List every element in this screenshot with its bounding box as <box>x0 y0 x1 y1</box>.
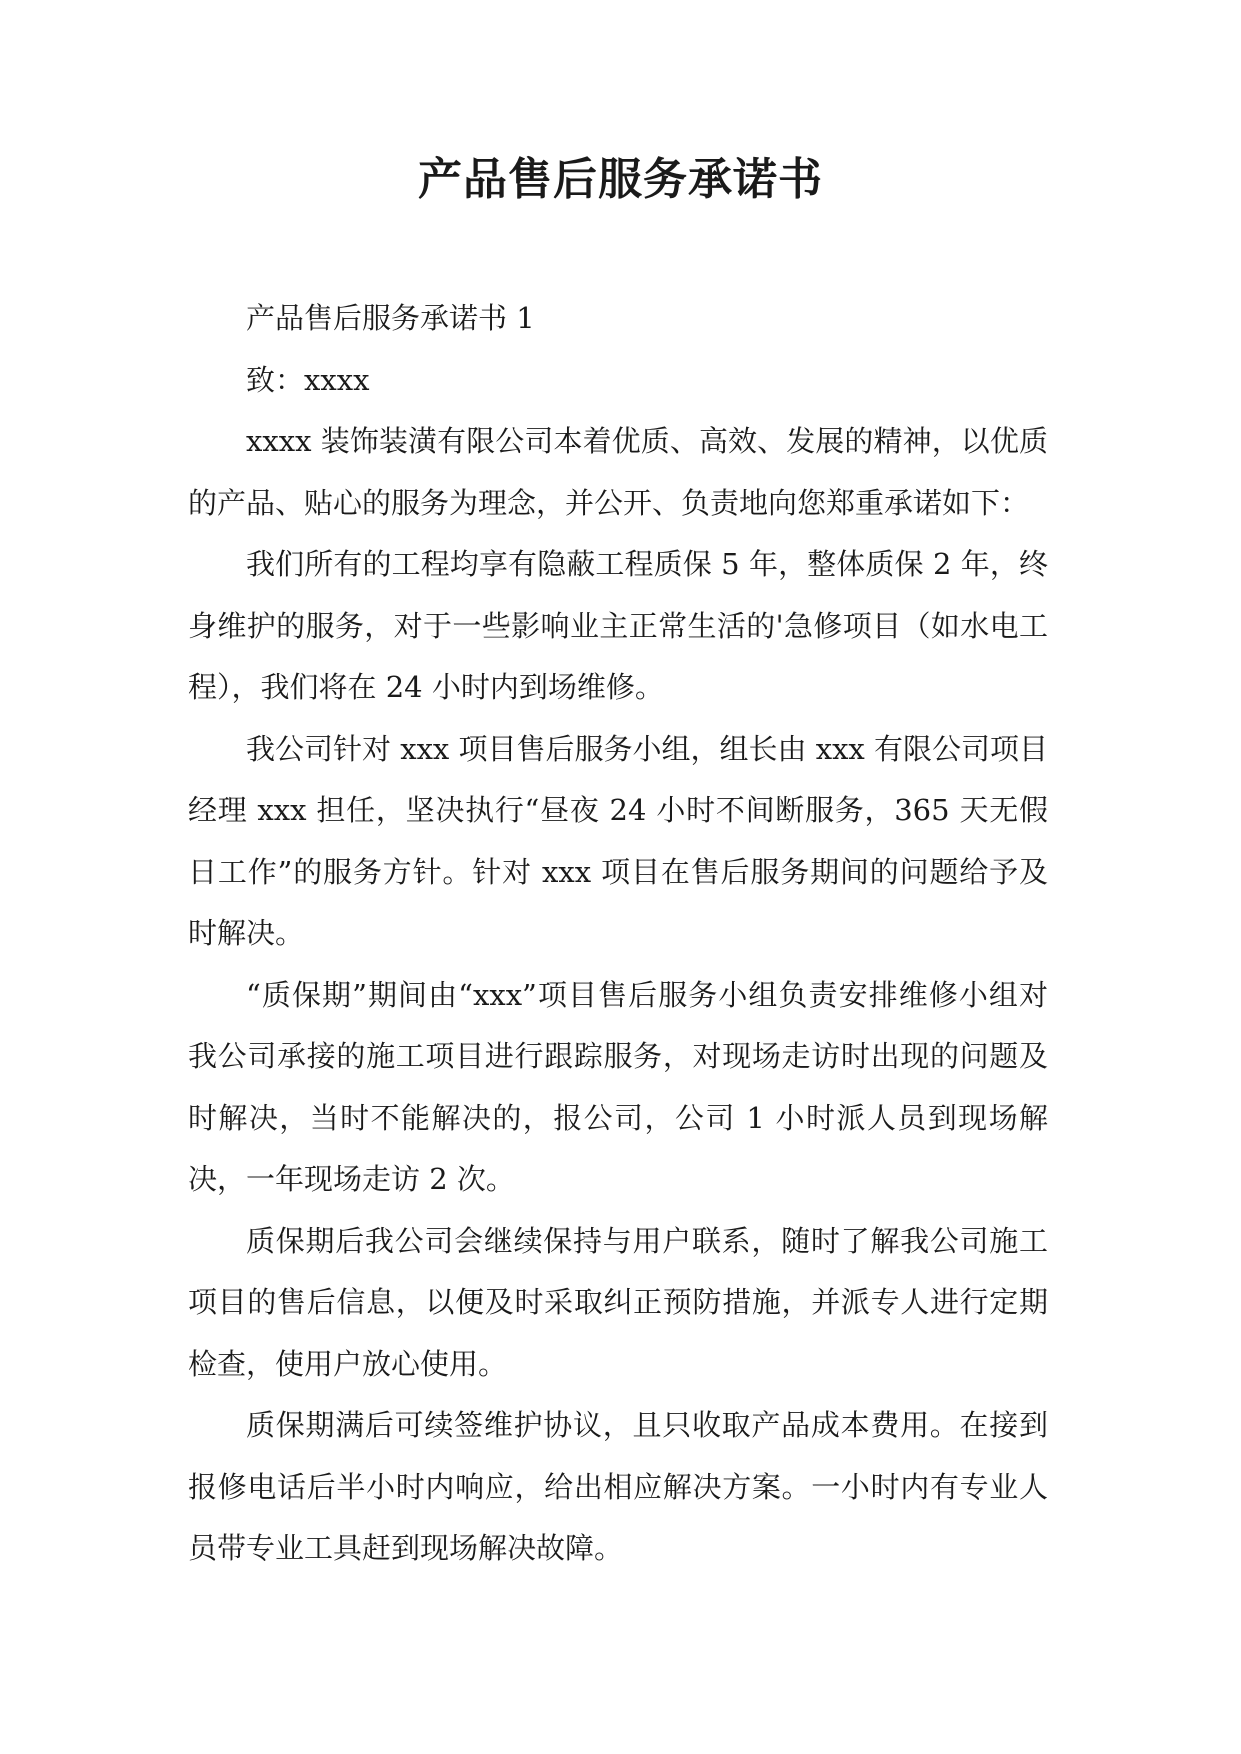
paragraph-warranty: 我们所有的工程均享有隐蔽工程质保 5 年，整体质保 2 年，终身维护的服务，对于一些影响业主正常生活的'急修项目（如水电工程），我们将在 24 小时内到场维修。 <box>188 547 1048 704</box>
document-title: 产品售后服务承诺书 <box>418 154 823 205</box>
document-body <box>188 288 1048 1580</box>
paragraph-after-warranty: 质保期后我公司会继续保持与用户联系，随时了解我公司施工项目的售后信息，以便及时采取纠正预防措施，并派专人进行定期检查，使用户放心使用。 <box>188 1223 1048 1381</box>
paragraph-warranty-period: “质保期”期间由“xxx”项目售后服务小组负责安排维修小组对我公司承接的施工项目进行跟踪服务，对现场走访时出现的问题及时解决，当时不能解决的，报公司，公司 1 小时派人员到现场解决，一年现场走访 2 次。 <box>188 977 1048 1196</box>
paragraph-intro: xxxx 装饰装潢有限公司本着优质、高效、发展的精神，以优质的产品、贴心的服务为理念，并公开、负责地向您郑重承诺如下： <box>188 424 1048 520</box>
paragraph-recipient: 致：xxxx <box>246 362 370 397</box>
paragraph-maintenance: 质保期满后可续签维护协议，且只收取产品成本费用。在接到报修电话后半小时内响应，给出相应解决方案。一小时内有专业人员带专业工具赶到现场解决故障。 <box>188 1408 1048 1565</box>
paragraph-service-team: 我公司针对 xxx 项目售后服务小组，组长由 xxx 有限公司项目经理 xxx 担任，坚决执行“昼夜 24 小时不间断服务，365 天无假日工作”的服务方针。针对 xxx 项目在售后服务期间的问题给予及时解决。 <box>188 731 1049 950</box>
paragraph-heading: 产品售后服务承诺书 1 <box>246 301 535 335</box>
